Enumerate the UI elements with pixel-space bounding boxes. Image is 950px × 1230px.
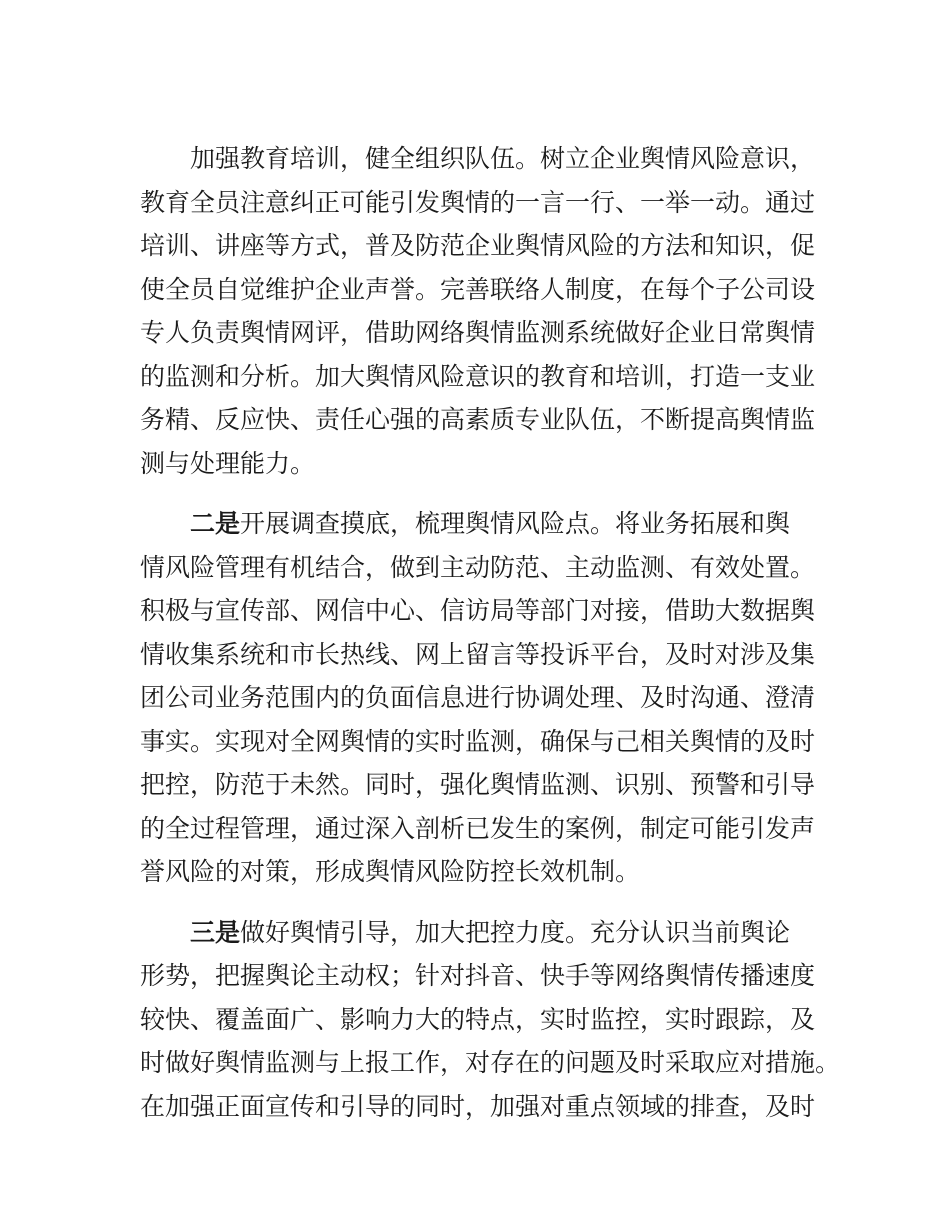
text-line: 团公司业务范围内的负面信息进行协调处理、及时沟通、澄清 [140, 683, 816, 712]
paragraph-education-training [140, 137, 816, 485]
text-line-rest: 开展调查摸底，梳理舆情风险点。将业务拓展和舆 [240, 509, 791, 538]
text-line: 培训、讲座等方式，普及防范企业舆情风险的方法和知识，促 [140, 231, 816, 260]
text-line: 情收集系统和市长热线、网上留言等投诉平台，及时对涉及集 [140, 639, 816, 669]
text-line: 加强教育培训，健全组织队伍。树立企业舆情风险意识， [190, 144, 816, 173]
text-line: 誉风险的对策，形成舆情风险防控长效机制。 [140, 857, 641, 886]
text-line [140, 502, 810, 546]
document-body [140, 137, 841, 1128]
text-line: 在加强正面宣传和引导的同时，加强对重点领域的排查，及时 [140, 1091, 816, 1121]
text-line: 务精、反应快、责任心强的高素质专业队伍，不断提高舆情监 [140, 405, 816, 434]
text-line: 时做好舆情监测与上报工作，对存在的问题及时采取应对措施。 [140, 1048, 841, 1077]
text-line: 较快、覆盖面广、影响力大的特点，实时监控，实时跟踪，及 [140, 1004, 816, 1034]
paragraph-survey-risk-points [140, 502, 816, 894]
text-line: 的全过程管理，通过深入剖析已发生的案例，制定可能引发声 [140, 813, 816, 843]
text-line: 积极与宣传部、网信中心、信访局等部门对接，借助大数据舆 [140, 596, 816, 625]
paragraph-lead: 二是 [190, 509, 241, 538]
paragraph-lead: 三是 [190, 917, 241, 947]
paragraph-guidance-control [140, 911, 841, 1129]
text-line: 的监测和分析。加大舆情风险意识的教育和培训，打造一支业 [140, 361, 816, 391]
text-line: 情风险管理有机结合，做到主动防范、主动监测、有效处置。 [140, 552, 816, 582]
text-line: 使全员自觉维护企业声誉。完善联络人制度，在每个子公司设 [140, 274, 816, 304]
text-line: 形势，把握舆论主动权；针对抖音、快手等网络舆情传播速度 [140, 961, 816, 990]
text-line: 测与处理能力。 [140, 448, 316, 478]
text-line: 专人负责舆情网评，借助网络舆情监测系统做好企业日常舆情 [140, 318, 816, 347]
text-line-rest: 做好舆情引导，加大把控力度。充分认识当前舆论 [240, 917, 791, 947]
text-line: 把控，防范于未然。同时，强化舆情监测、识别、预警和引导 [140, 770, 816, 799]
text-line: 事实。实现对全网舆情的实时监测，确保与己相关舆情的及时 [140, 726, 816, 756]
text-line: 教育全员注意纠正可能引发舆情的一言一行、一举一动。通过 [140, 187, 816, 217]
text-line [140, 911, 810, 955]
